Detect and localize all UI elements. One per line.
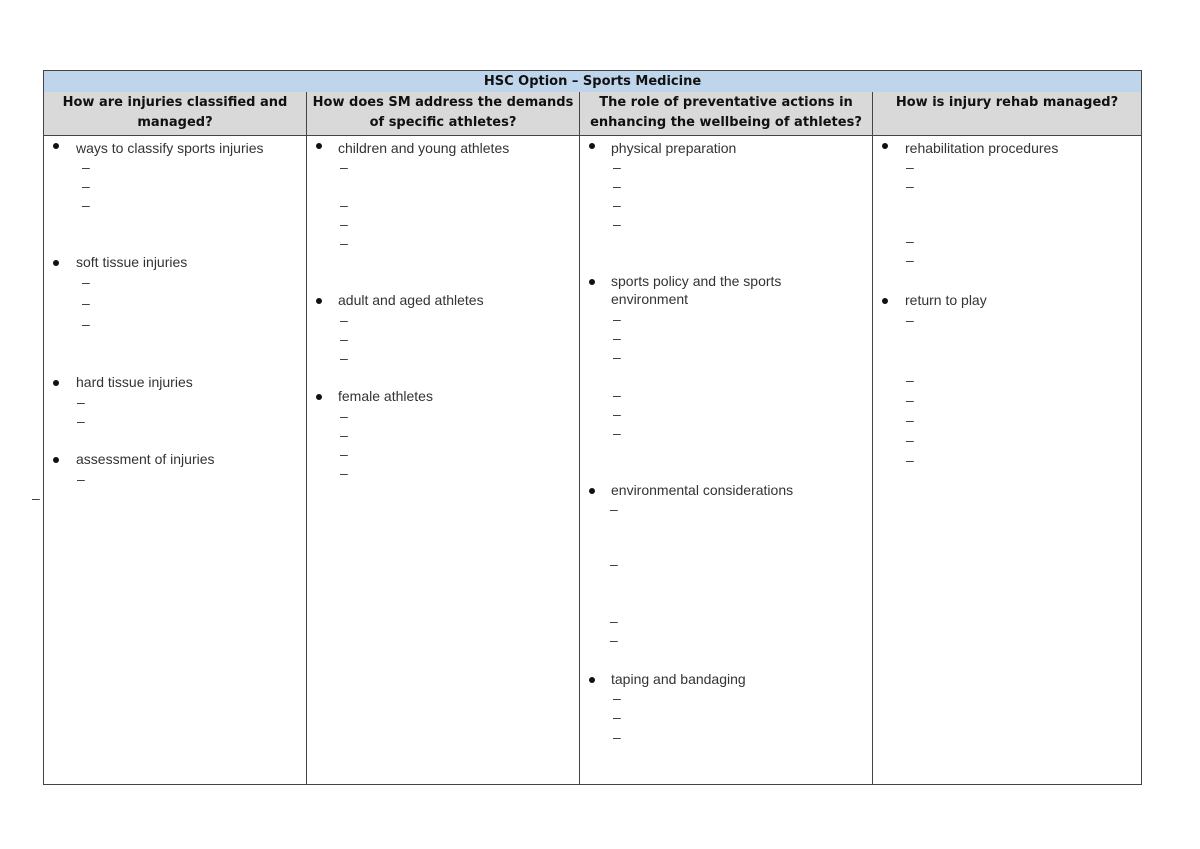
dash-placeholder: –: [613, 330, 621, 346]
bullet-icon: [589, 488, 595, 494]
dash-placeholder: –: [613, 216, 621, 232]
column-specific-athletes: [307, 136, 579, 784]
bullet-icon: [882, 143, 888, 149]
dash-placeholder: –: [77, 413, 85, 429]
dash-placeholder: –: [613, 425, 621, 441]
dash-placeholder: –: [340, 312, 348, 328]
header-col-1: How are injuries classified and managed?: [44, 92, 306, 136]
bullet-icon: [53, 380, 59, 386]
list-item: adult and aged athletes: [338, 292, 484, 308]
dash-placeholder: –: [906, 452, 914, 468]
dash-placeholder: –: [340, 350, 348, 366]
dash-placeholder: –: [77, 471, 85, 487]
dash-placeholder: –: [340, 446, 348, 462]
dash-placeholder: –: [82, 178, 90, 194]
column-classify: [44, 136, 306, 784]
list-item: return to play: [905, 292, 987, 308]
dash-placeholder: –: [906, 233, 914, 249]
dash-placeholder: –: [610, 556, 618, 572]
bullet-icon: [316, 394, 322, 400]
list-item: taping and bandaging: [611, 671, 746, 687]
dash-placeholder: –: [613, 159, 621, 175]
bullet-icon: [882, 298, 888, 304]
dash-placeholder: –: [340, 465, 348, 481]
list-item: female athletes: [338, 388, 433, 404]
list-item: soft tissue injuries: [76, 254, 188, 270]
dash-placeholder: –: [340, 216, 348, 232]
dash-placeholder: –: [77, 394, 85, 410]
dash-placeholder: –: [340, 408, 348, 424]
list-item: ways to classify sports injuries: [76, 140, 264, 156]
stray-dash: –: [32, 490, 40, 506]
dash-placeholder: –: [340, 235, 348, 251]
list-item-line-1: sports policy and the sports: [611, 273, 782, 289]
dash-placeholder: –: [613, 349, 621, 365]
column-preventative: [580, 136, 872, 784]
dash-placeholder: –: [610, 501, 618, 517]
list-item: rehabilitation procedures: [905, 140, 1059, 156]
dash-placeholder: –: [906, 178, 914, 194]
dash-placeholder: –: [340, 427, 348, 443]
bullet-icon: [589, 143, 595, 149]
dash-placeholder: –: [613, 197, 621, 213]
dash-placeholder: –: [906, 372, 914, 388]
dash-placeholder: –: [613, 387, 621, 403]
dash-placeholder: –: [82, 295, 90, 311]
dash-placeholder: –: [906, 159, 914, 175]
bullet-icon: [53, 457, 59, 463]
dash-placeholder: –: [906, 432, 914, 448]
bullet-icon: [316, 143, 322, 149]
dash-placeholder: –: [82, 159, 90, 175]
list-item: physical preparation: [611, 140, 737, 156]
dash-placeholder: –: [610, 613, 618, 629]
dash-placeholder: –: [610, 632, 618, 648]
dash-placeholder: –: [613, 406, 621, 422]
dash-placeholder: –: [340, 159, 348, 175]
sports-medicine-table: [43, 70, 1142, 785]
dash-placeholder: –: [613, 178, 621, 194]
dash-placeholder: –: [906, 412, 914, 428]
header-col-2: How does SM address the demands of specific athletes?: [307, 92, 579, 136]
bullet-icon: [53, 260, 59, 266]
dash-placeholder: –: [906, 392, 914, 408]
dash-placeholder: –: [340, 331, 348, 347]
header-col-3: The role of preventative actions in enhancing the wellbeing of athletes?: [580, 92, 872, 136]
list-item-line-2: environment: [611, 291, 689, 307]
dash-placeholder: –: [82, 197, 90, 213]
dash-placeholder: –: [613, 311, 621, 327]
dash-placeholder: –: [906, 252, 914, 268]
column-rehab: [873, 136, 1141, 784]
bullet-icon: [316, 298, 322, 304]
list-item: hard tissue injuries: [76, 374, 193, 390]
list-item: assessment of injuries: [76, 451, 215, 467]
dash-placeholder: –: [340, 197, 348, 213]
table-title: HSC Option – Sports Medicine: [44, 71, 1141, 93]
list-item: environmental considerations: [611, 482, 794, 498]
bullet-icon: [589, 677, 595, 683]
dash-placeholder: –: [613, 690, 621, 706]
dash-placeholder: –: [82, 274, 90, 290]
dash-placeholder: –: [906, 312, 914, 328]
bullet-icon: [589, 279, 595, 285]
dash-placeholder: –: [82, 316, 90, 332]
bullet-icon: [53, 143, 59, 149]
header-col-4: How is injury rehab managed?: [873, 92, 1141, 136]
list-item: children and young athletes: [338, 140, 510, 156]
dash-placeholder: –: [613, 729, 621, 745]
dash-placeholder: –: [613, 709, 621, 725]
